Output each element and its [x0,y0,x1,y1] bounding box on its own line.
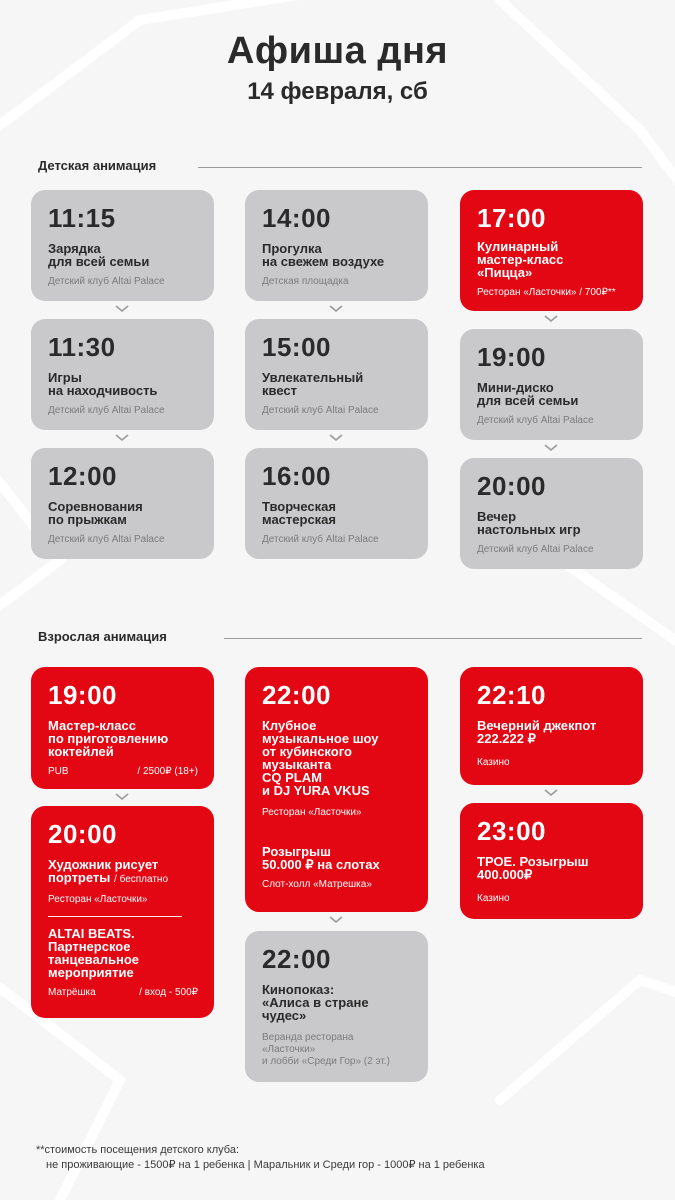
event-time: 15:00 [262,332,331,362]
chevron-down-icon [544,444,558,452]
chevron-down-icon [544,315,558,323]
event-place: Детский клуб Altai Palace [48,534,165,545]
event-name: Клубное музыкальное шоу от кубинского музыканта CQ PLAM и DJ YURA VKUS [262,718,379,798]
event-name-row [48,858,198,886]
event-name: Зарядка для всей семьи [48,241,150,269]
event-time: 22:00 [262,944,331,974]
event-card [245,319,428,430]
event-place: Детский клуб Altai Palace [262,405,379,416]
chevron-down-icon [329,305,343,313]
adults-section-label: Взрослая анимация [38,629,167,644]
event-card [460,329,643,440]
event-name: Увлекательный квест [262,370,364,398]
event-time: 19:00 [48,680,117,710]
event-card-highlight [31,667,214,789]
event-card [245,448,428,559]
event-card [245,190,428,301]
adults-section-header [38,629,642,649]
event-time: 22:10 [477,680,546,710]
event-place: Матрёшка [48,987,96,998]
event-name: Кинопоказ: «Алиса в стране чудес» [262,982,369,1023]
event-name: ALTAI BEATS. Партнерское танцевальное мероприятие [48,926,139,980]
event-place: Детский клуб Altai Palace [262,534,379,545]
section-divider [224,638,642,639]
event-place: Детский клуб Altai Palace [477,544,594,555]
event-name: Розыгрыш 50.000 ₽ на слотах [262,844,380,872]
event-place: Веранда ресторана «Ласточки» и лобби «Среди Гор» (2 эт.) [262,1032,390,1067]
event-name: Кулинарный мастер-класс «Пицца» [477,239,564,280]
event-place-row [48,766,198,778]
event-card [31,319,214,430]
event-card [460,458,643,569]
event-time: 20:00 [48,819,117,849]
chevron-down-icon [115,434,129,442]
event-place: Детский клуб Altai Palace [48,276,165,287]
price-footnote [36,1143,656,1173]
event-place: Детский клуб Altai Palace [48,405,165,416]
chevron-down-icon [115,305,129,313]
event-time: 23:00 [477,816,546,846]
event-name: Мини-диско для всей семьи [477,380,579,408]
event-name: Игры на находчивость [48,370,158,398]
event-place: Казино [477,757,510,768]
chevron-down-icon [329,434,343,442]
event-card-highlight [460,667,643,785]
event-place: Ресторан «Ласточки» [48,894,148,905]
event-place: Ресторан «Ласточки» [262,807,362,818]
event-price: / бесплатно [114,874,169,885]
event-name: Прогулка на свежем воздухе [262,241,385,269]
card-divider [48,916,182,917]
event-name: Мастер-класс по приготовлению коктейлей [48,718,169,759]
chevron-down-icon [329,916,343,924]
event-name: Вечер настольных игр [477,509,581,537]
event-time: 22:00 [262,680,331,710]
event-name: Художник рисует портреты [48,857,159,885]
event-card [31,190,214,301]
event-price: / вход - 500₽ [139,987,198,998]
event-price: / 2500₽ (18+) [137,766,198,777]
event-card [245,931,428,1082]
kids-section-label: Детская анимация [38,158,157,173]
event-time: 11:15 [48,203,116,233]
event-card [31,448,214,559]
event-card-highlight [31,806,214,1018]
chevron-down-icon [115,793,129,801]
section-divider [198,167,642,168]
event-time: 12:00 [48,461,117,491]
footnote-line: не проживающие - 1500₽ на 1 ребенка | Маральник и Среди гор - 1000₽ на 1 ребенка [46,1159,485,1171]
event-time: 17:00 [477,203,546,233]
footnote-line: **стоимость посещения детского клуба: [36,1144,239,1156]
event-card-highlight [460,803,643,919]
event-card-highlight [245,667,428,912]
event-place: Детская площадка [262,276,349,287]
event-name: ТРОЕ. Розыгрыш 400.000₽ [477,854,589,882]
event-place: Ресторан «Ласточки» / 700₽** [477,287,616,298]
event-time: 16:00 [262,461,331,491]
event-name: Творческая мастерская [262,499,336,527]
event-place: Казино [477,893,510,904]
event-name: Соревнования по прыжкам [48,499,143,527]
event-time: 20:00 [477,471,546,501]
page-title: Афиша дня [226,30,449,72]
event-card-highlight [460,190,643,311]
event-place: Слот-холл «Матрешка» [262,879,372,890]
kids-section-header [38,158,642,178]
event-name: Вечерний джекпот 222.222 ₽ [477,718,597,746]
event-place: Детский клуб Altai Palace [477,415,594,426]
event-time: 11:30 [48,332,116,362]
page-date: 14 февраля, сб [247,78,428,105]
event-place: PUB [48,766,69,777]
event-time: 19:00 [477,342,546,372]
event-place-row [48,987,198,999]
event-time: 14:00 [262,203,331,233]
chevron-down-icon [544,789,558,797]
